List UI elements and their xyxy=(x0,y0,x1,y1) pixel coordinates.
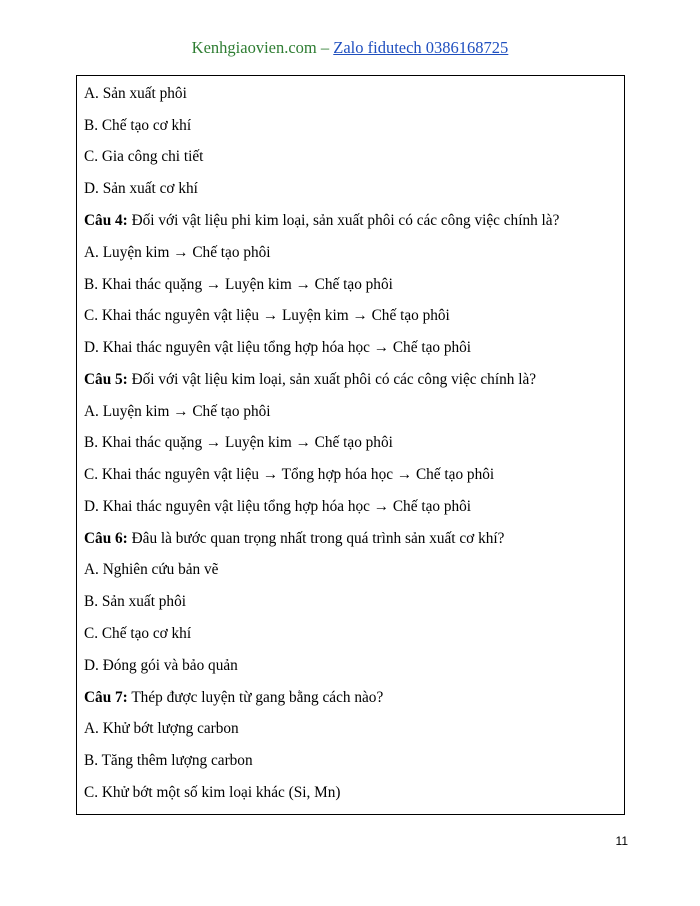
q7-option-b: B. Tăng thêm lượng carbon xyxy=(84,752,253,769)
q5-label: Câu 5: xyxy=(84,371,128,388)
q6-option-d: D. Đóng gói và bảo quản xyxy=(84,657,238,674)
q3-option-d: D. Sản xuất cơ khí xyxy=(84,180,198,197)
q6-text: Đâu là bước quan trọng nhất trong quá trình sản xuất cơ khí? xyxy=(127,530,505,547)
q6-question xyxy=(84,529,504,549)
q7-question xyxy=(84,688,383,708)
q3-option-c: C. Gia công chi tiết xyxy=(84,148,204,165)
page-header xyxy=(0,38,700,58)
q4-label: Câu 4: xyxy=(84,212,128,229)
q6-option-a: A. Nghiên cứu bản vẽ xyxy=(84,561,219,578)
q5-option-c: C. Khai thác nguyên vật liệu → Tổng hợp hóa học → Chế tạo phôi xyxy=(84,466,495,483)
header-separator: – xyxy=(316,38,334,57)
header-site-name[interactable]: Kenhgiaovien.com xyxy=(191,38,317,57)
header-zalo-link[interactable]: Zalo fidutech 0386168725 xyxy=(333,38,509,57)
q4-text: Đối với vật liệu phi kim loại, sản xuất phôi có các công việc chính là? xyxy=(127,212,560,229)
q4-question xyxy=(84,211,559,231)
q6-option-b: B. Sản xuất phôi xyxy=(84,593,186,610)
q4-option-a: A. Luyện kim → Chế tạo phôi xyxy=(84,244,271,261)
q7-label: Câu 7: xyxy=(84,689,128,706)
q3-option-b: B. Chế tạo cơ khí xyxy=(84,117,192,134)
q4-option-c: C. Khai thác nguyên vật liệu → Luyện kim → Chế tạo phôi xyxy=(84,307,450,324)
question-box xyxy=(76,75,625,815)
q4-option-b: B. Khai thác quặng → Luyện kim → Chế tạo phôi xyxy=(84,276,393,293)
q5-option-a: A. Luyện kim → Chế tạo phôi xyxy=(84,403,271,420)
q7-option-c: C. Khử bớt một số kim loại khác (Si, Mn) xyxy=(84,784,341,801)
q3-option-a: A. Sản xuất phôi xyxy=(84,85,187,102)
q7-text: Thép được luyện từ gang bằng cách nào? xyxy=(127,689,384,706)
q6-option-c: C. Chế tạo cơ khí xyxy=(84,625,192,642)
q5-text: Đối với vật liệu kim loại, sản xuất phôi có các công việc chính là? xyxy=(127,371,537,388)
page-number: 11 xyxy=(615,834,628,848)
q5-option-b: B. Khai thác quặng → Luyện kim → Chế tạo phôi xyxy=(84,434,393,451)
q5-option-d: D. Khai thác nguyên vật liệu tổng hợp hóa học → Chế tạo phôi xyxy=(84,498,472,515)
q5-question xyxy=(84,370,536,390)
q4-option-d: D. Khai thác nguyên vật liệu tổng hợp hóa học → Chế tạo phôi xyxy=(84,339,472,356)
q7-option-a: A. Khử bớt lượng carbon xyxy=(84,720,239,737)
q6-label: Câu 6: xyxy=(84,530,128,547)
